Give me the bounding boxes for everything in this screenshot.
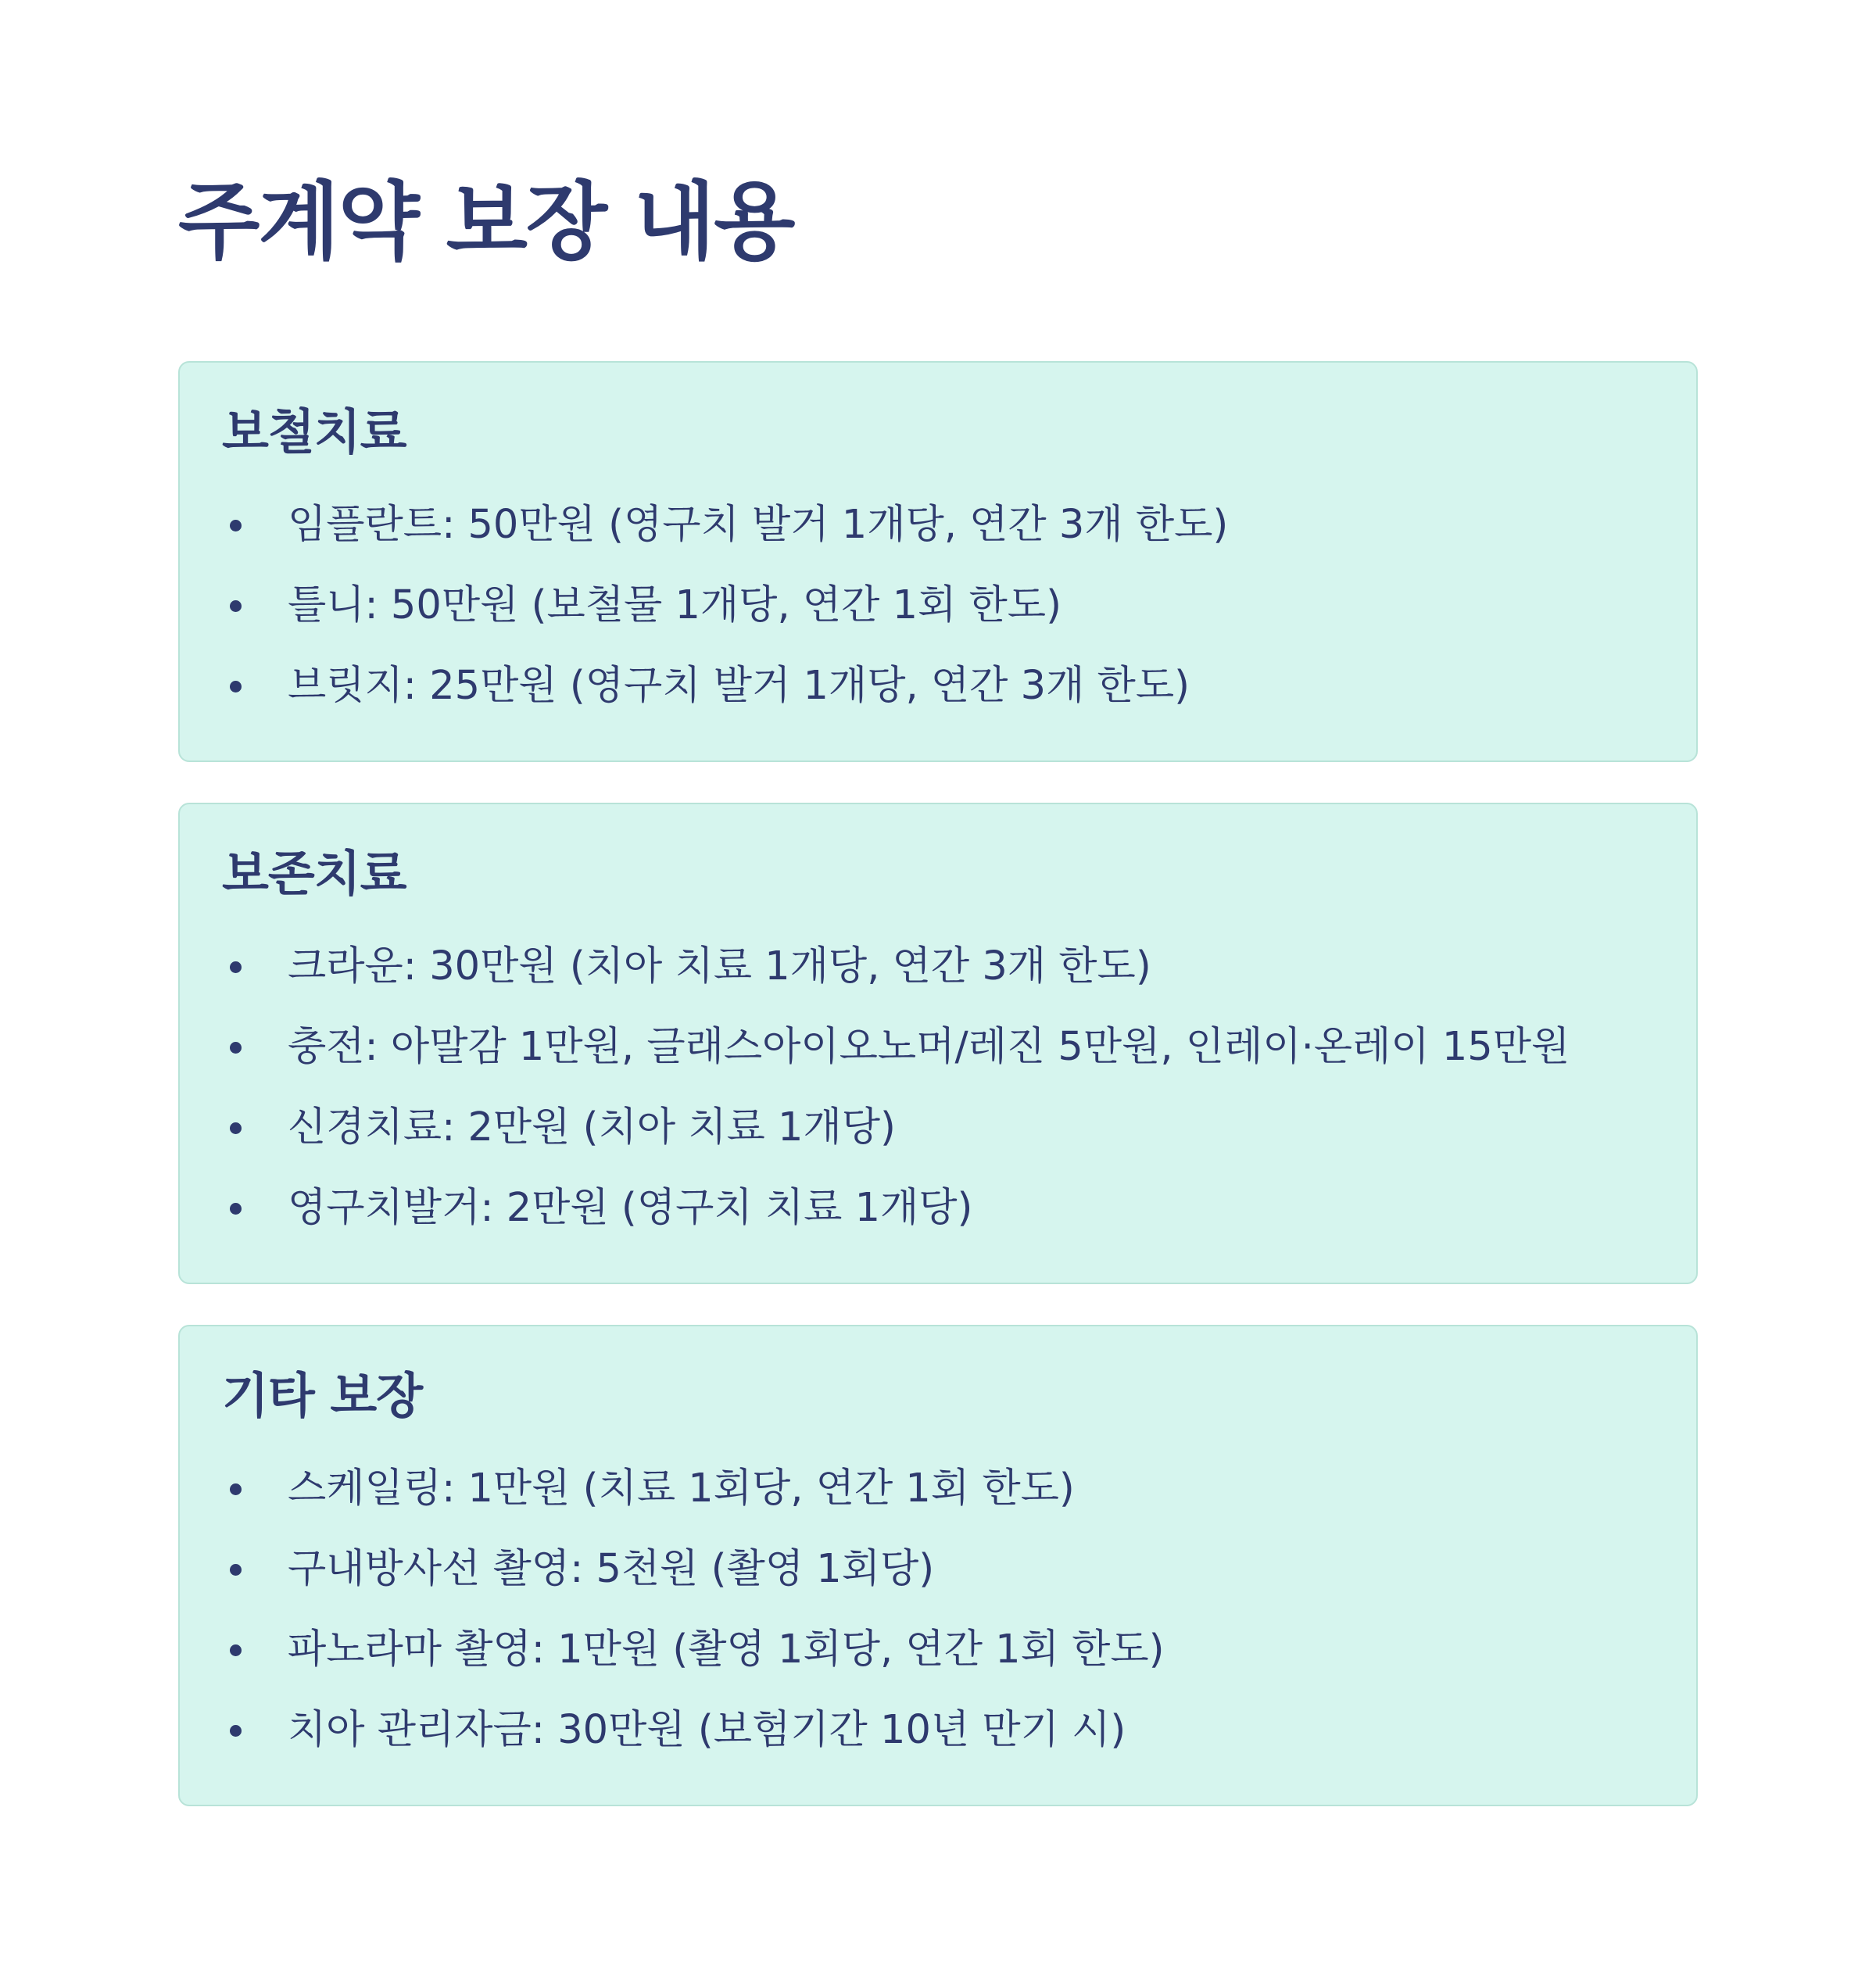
bullet-icon [230, 1122, 242, 1134]
list-item-text: 영구치발거: 2만원 (영구치 치료 1개당) [288, 1185, 973, 1231]
list-item [222, 646, 1654, 726]
list-item-text: 파노라마 촬영: 1만원 (촬영 1회당, 연간 1회 한도) [288, 1627, 1165, 1673]
coverage-sections [178, 361, 1698, 1806]
list-item [222, 1529, 1654, 1609]
bullet-icon [230, 1644, 242, 1656]
coverage-list [222, 1448, 1654, 1770]
section-heading: 기타 보장 [222, 1367, 423, 1424]
bullet-icon [230, 681, 242, 692]
section-other [178, 1325, 1698, 1806]
section-prosthetic [178, 361, 1698, 762]
list-item-text: 틀니: 50만원 (보철물 1개당, 연간 1회 한도) [288, 582, 1062, 628]
bullet-icon [230, 1725, 242, 1737]
bullet-icon [230, 1483, 242, 1495]
list-item [222, 1007, 1654, 1087]
list-item [222, 926, 1654, 1007]
list-item [222, 565, 1654, 646]
section-conservative [178, 803, 1698, 1284]
bullet-icon [230, 520, 242, 531]
list-item [222, 1690, 1654, 1770]
list-item [222, 1087, 1654, 1168]
bullet-icon [230, 1203, 242, 1215]
list-item [222, 485, 1654, 565]
list-item [222, 1448, 1654, 1529]
bullet-icon [230, 961, 242, 973]
list-item-text: 스케일링: 1만원 (치료 1회당, 연간 1회 한도) [288, 1465, 1075, 1512]
section-heading: 보철치료 [222, 403, 406, 460]
coverage-page [178, 164, 1698, 1806]
bullet-icon [230, 1042, 242, 1054]
page-title: 주계약 보장 내용 [178, 174, 794, 271]
bullet-icon [230, 600, 242, 612]
section-heading: 보존치료 [222, 845, 406, 902]
list-item-text: 크라운: 30만원 (치아 치료 1개당, 연간 3개 한도) [288, 943, 1151, 990]
list-item-text: 치아 관리자금: 30만원 (보험기간 10년 만기 시) [288, 1707, 1126, 1753]
list-item-text: 브릿지: 25만원 (영구치 발거 1개당, 연간 3개 한도) [288, 663, 1190, 709]
bullet-icon [230, 1564, 242, 1576]
coverage-list [222, 485, 1654, 726]
list-item-text: 임플란트: 50만원 (영구치 발거 1개당, 연간 3개 한도) [288, 502, 1229, 548]
list-item-text: 충전: 아말감 1만원, 글래스아이오노머/레진 5만원, 인레이·온레이 15만원 [288, 1024, 1570, 1070]
list-item-text: 신경치료: 2만원 (치아 치료 1개당) [288, 1104, 896, 1151]
coverage-list [222, 926, 1654, 1248]
list-item [222, 1609, 1654, 1690]
list-item-text: 구내방사선 촬영: 5천원 (촬영 1회당) [288, 1546, 935, 1592]
list-item [222, 1168, 1654, 1248]
